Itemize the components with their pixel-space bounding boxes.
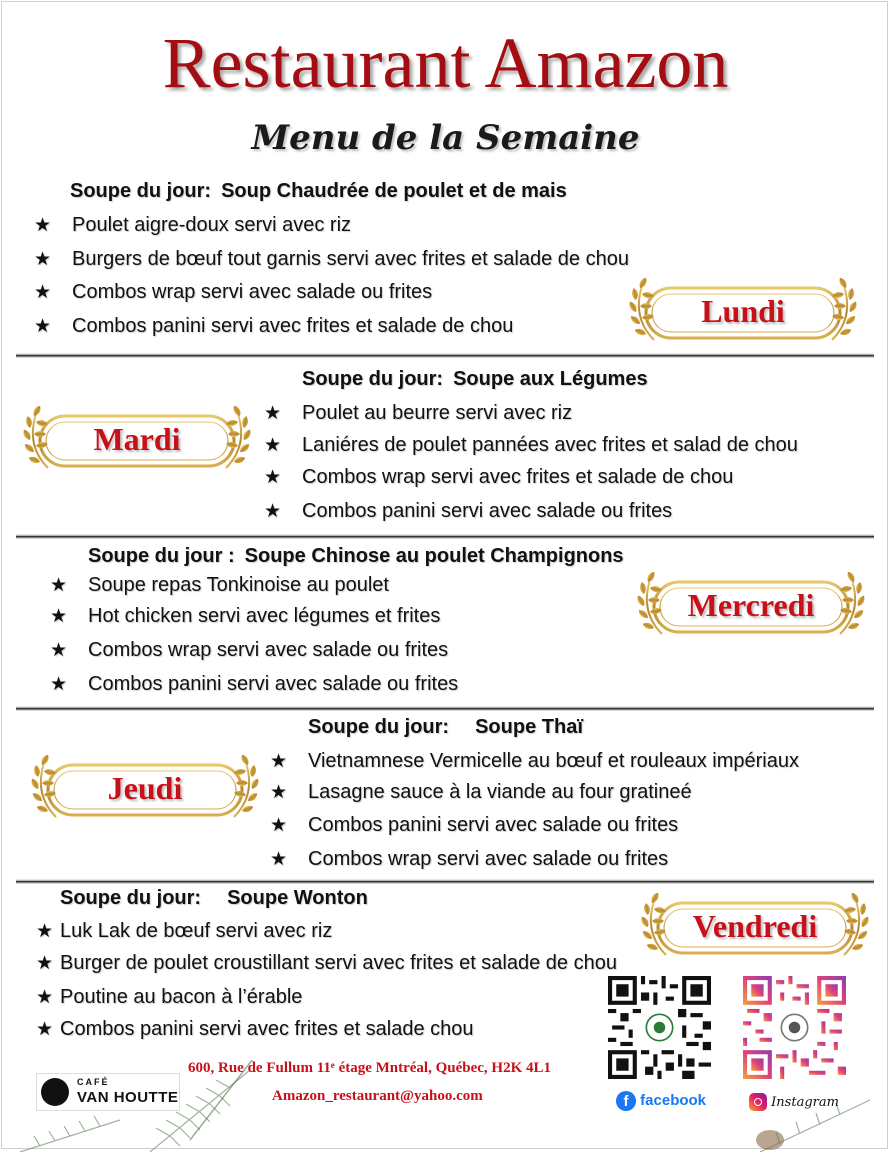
menu-item-text: Poulet aigre-doux servi avec riz — [72, 214, 352, 236]
instagram-label: Instagram — [771, 1095, 839, 1110]
soup-du-jour-mercredi — [88, 545, 624, 568]
menu-item-text: Combos panini servi avec salade ou frites — [88, 673, 459, 695]
star-icon: ★ — [270, 849, 288, 870]
star-icon: ★ — [270, 815, 288, 836]
menu-item-text: Combos wrap servi avec salade ou frites — [88, 639, 449, 661]
soup-name: Soup Chaudrée de poulet et de mais — [221, 180, 567, 202]
restaurant-email[interactable]: Amazon_restaurant@yahoo.com — [272, 1088, 483, 1104]
instagram-link[interactable] — [749, 1093, 839, 1111]
menu-item-text: Combos panini servi avec salade ou frites — [302, 500, 673, 522]
coffee-cup-icon — [41, 1078, 69, 1106]
restaurant-address: 600, Rue de Fullum 11ᵉ étage Mntréal, Québec, H2K 4L1 — [188, 1060, 552, 1076]
day-badge-mercredi — [632, 572, 870, 642]
soup-name: Soupe Chinose au poulet Champignons — [244, 545, 624, 567]
menu-item — [270, 746, 799, 776]
menu-item — [50, 601, 440, 631]
day-label: Lundi — [701, 293, 785, 329]
section-divider — [16, 706, 874, 711]
menu-item — [264, 430, 798, 460]
star-icon: ★ — [264, 467, 282, 488]
page-title: Restaurant Amazon — [162, 23, 729, 103]
menu-item — [270, 777, 692, 807]
star-icon: ★ — [50, 606, 68, 627]
menu-item — [264, 398, 572, 428]
soup-name: Soupe aux Légumes — [453, 368, 648, 390]
menu-item — [34, 277, 432, 307]
star-icon: ★ — [270, 751, 288, 772]
menu-item — [34, 210, 351, 240]
section-divider — [16, 879, 874, 884]
soup-name: Soupe Thaï — [475, 716, 583, 738]
day-badge-lundi — [624, 278, 862, 348]
instagram-icon — [749, 1093, 767, 1111]
menu-item-text: Lasagne sauce à la viande au four gratineé — [308, 781, 692, 803]
instagram-qr-code-icon[interactable] — [743, 976, 846, 1079]
day-label: Jeudi — [107, 770, 183, 806]
menu-item-text: Combos wrap servi avec frites et salade de chou — [302, 466, 734, 488]
soup-du-jour-vendredi — [60, 887, 368, 910]
menu-item-text: Poulet au beurre servi avec riz — [302, 402, 573, 424]
soup-name: Soupe Wonton — [227, 887, 368, 909]
menu-item-text: Vietnamnese Vermicelle au bœuf et rouleaux impériaux — [308, 750, 799, 772]
menu-item — [36, 982, 302, 1012]
menu-item — [36, 916, 332, 946]
facebook-label: facebook — [640, 1091, 707, 1109]
menu-item-text: Combos panini servi avec salade ou frites — [308, 814, 679, 836]
logo-brand-text: VAN HOUTTE — [77, 1089, 179, 1106]
menu-item-text: Combos wrap servi avec salade ou frites — [72, 281, 433, 303]
star-icon: ★ — [34, 316, 52, 337]
star-icon: ★ — [34, 282, 52, 303]
logo-cafe-text: CAFÉ — [77, 1077, 110, 1087]
page-subtitle: Menu de la Semaine — [251, 118, 640, 158]
soup-du-jour-jeudi — [308, 716, 583, 739]
menu-item — [34, 244, 629, 274]
menu-item — [264, 462, 733, 492]
menu-item-text: Combos wrap servi avec salade ou frites — [308, 848, 669, 870]
menu-item-text: Laniéres de poulet pannées avec frites et salad de chou — [302, 434, 798, 456]
menu-item-text: Hot chicken servi avec légumes et frites — [88, 605, 441, 627]
soup-label: Soupe du jour : — [88, 545, 235, 567]
section-divider — [16, 534, 874, 539]
day-badge-jeudi — [26, 755, 264, 825]
van-houtte-logo — [36, 1073, 180, 1111]
menu-item-text: Burgers de bœuf tout garnis servi avec frites et salade de chou — [72, 248, 629, 270]
day-badge-vendredi — [636, 893, 874, 963]
star-icon: ★ — [34, 215, 52, 236]
star-icon: ★ — [270, 782, 288, 803]
day-label: Mardi — [93, 421, 181, 457]
menu-item — [36, 1014, 474, 1044]
facebook-icon: f — [616, 1091, 636, 1111]
star-icon: ★ — [36, 921, 54, 942]
day-label: Mercredi — [687, 587, 815, 623]
star-icon: ★ — [264, 403, 282, 424]
soup-du-jour-lundi — [70, 180, 567, 203]
menu-item — [264, 496, 672, 526]
soup-du-jour-mardi — [302, 368, 648, 391]
facebook-qr-code-icon[interactable] — [608, 976, 711, 1079]
day-label: Vendredi — [692, 908, 818, 944]
day-badge-mardi — [18, 406, 256, 476]
menu-item-text: Combos panini servi avec frites et salade de chou — [72, 315, 514, 337]
star-icon: ★ — [50, 640, 68, 661]
star-icon: ★ — [264, 501, 282, 522]
menu-item — [50, 669, 458, 699]
star-icon: ★ — [36, 987, 54, 1008]
star-icon: ★ — [36, 1019, 54, 1040]
star-icon: ★ — [36, 953, 54, 974]
menu-item-text: Soupe repas Tonkinoise au poulet — [88, 574, 389, 596]
star-icon: ★ — [264, 435, 282, 456]
menu-item — [34, 311, 513, 341]
menu-item-text: Poutine au bacon à l’érable — [60, 986, 303, 1008]
star-icon: ★ — [50, 674, 68, 695]
soup-label: Soupe du jour: — [60, 887, 202, 909]
menu-item — [270, 844, 668, 874]
star-icon: ★ — [34, 249, 52, 270]
menu-item — [270, 810, 678, 840]
menu-item — [50, 635, 448, 665]
menu-item-text: Burger de poulet croustillant servi avec frites et salade de chou — [60, 952, 617, 974]
menu-item-text: Combos panini servi avec frites et salade chou — [60, 1018, 474, 1040]
soup-label: Soupe du jour: — [70, 180, 212, 202]
menu-item — [50, 570, 389, 600]
soup-label: Soupe du jour: — [308, 716, 450, 738]
menu-item — [36, 948, 617, 978]
star-icon: ★ — [50, 575, 68, 596]
soup-label: Soupe du jour: — [302, 368, 444, 390]
facebook-link[interactable] — [616, 1091, 706, 1111]
menu-item-text: Luk Lak de bœuf servi avec riz — [60, 920, 333, 942]
section-divider — [16, 353, 874, 358]
